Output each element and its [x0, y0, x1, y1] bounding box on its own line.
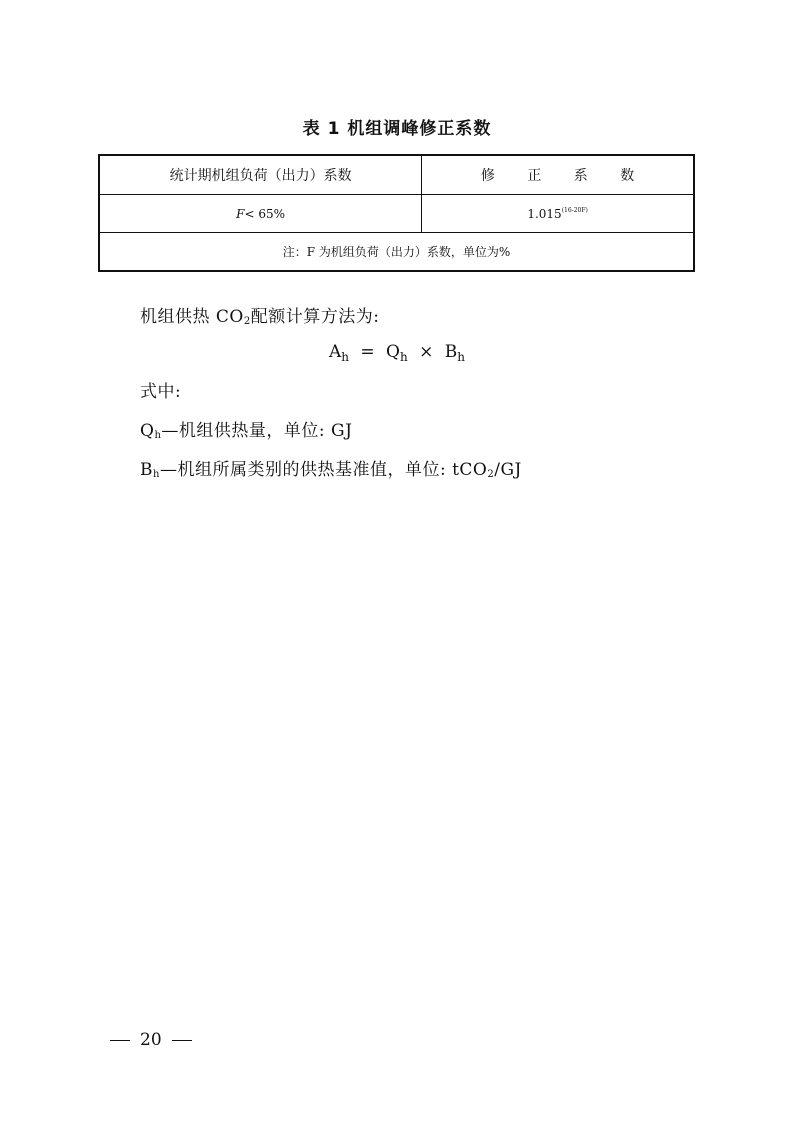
- correction-coefficient-table: [98, 154, 695, 272]
- footer-dash-left: [110, 1040, 130, 1042]
- table-header-row: [99, 155, 694, 195]
- formula-q: Q: [386, 342, 400, 362]
- page-footer: [100, 1030, 202, 1050]
- formula-a-sub: h: [341, 350, 349, 364]
- table-note: 注：F 为机组负荷（出力）系数，单位为%: [99, 233, 694, 272]
- def-b-text-end: /GJ: [494, 460, 522, 480]
- table-title: 表 1 机组调峰修正系数: [302, 119, 492, 139]
- table-row: [99, 195, 694, 233]
- header-correction-label: 修 正 系 数: [480, 168, 649, 184]
- formula-equals: =: [360, 342, 375, 362]
- definition-b: [140, 455, 522, 480]
- where-label: 式中:: [140, 382, 182, 402]
- formula-b-sub: h: [457, 350, 466, 364]
- formula-times: ×: [419, 342, 434, 362]
- footer-dash-right: [172, 1040, 192, 1042]
- def-b-symbol: B: [140, 460, 153, 480]
- page-number: 20: [140, 1030, 162, 1050]
- def-b-subscript: h: [153, 469, 160, 480]
- formula: [0, 342, 794, 364]
- def-q-subscript: h: [154, 430, 162, 441]
- def-q-symbol: Q: [140, 421, 155, 441]
- definition-q: [140, 416, 352, 441]
- coefficient-base: 1.015: [527, 206, 562, 221]
- def-b-co2-subscript: 2: [487, 469, 495, 480]
- cell-condition: [99, 195, 422, 233]
- intro-text: 机组供热 CO: [140, 307, 244, 327]
- header-correction-coefficient: [422, 155, 694, 195]
- condition-value: < 65%: [244, 206, 286, 221]
- formula-b: B: [444, 342, 458, 362]
- intro-subscript: 2: [243, 316, 251, 327]
- intro-text-end: 配额计算方法为:: [250, 307, 380, 327]
- header-load-coefficient: 统计期机组负荷（出力）系数: [99, 155, 422, 195]
- cell-coefficient: [422, 195, 694, 233]
- condition-variable: F: [236, 206, 245, 221]
- coefficient-exponent: (16-20F): [561, 206, 588, 214]
- table-note-row: [99, 233, 694, 272]
- def-q-text: —机组供热量，单位: GJ: [161, 421, 353, 441]
- formula-a: A: [328, 342, 342, 362]
- intro-paragraph: [140, 302, 379, 327]
- formula-q-sub: h: [399, 350, 408, 364]
- def-b-text: —机组所属类别的供热基准值，单位: tCO: [159, 460, 488, 480]
